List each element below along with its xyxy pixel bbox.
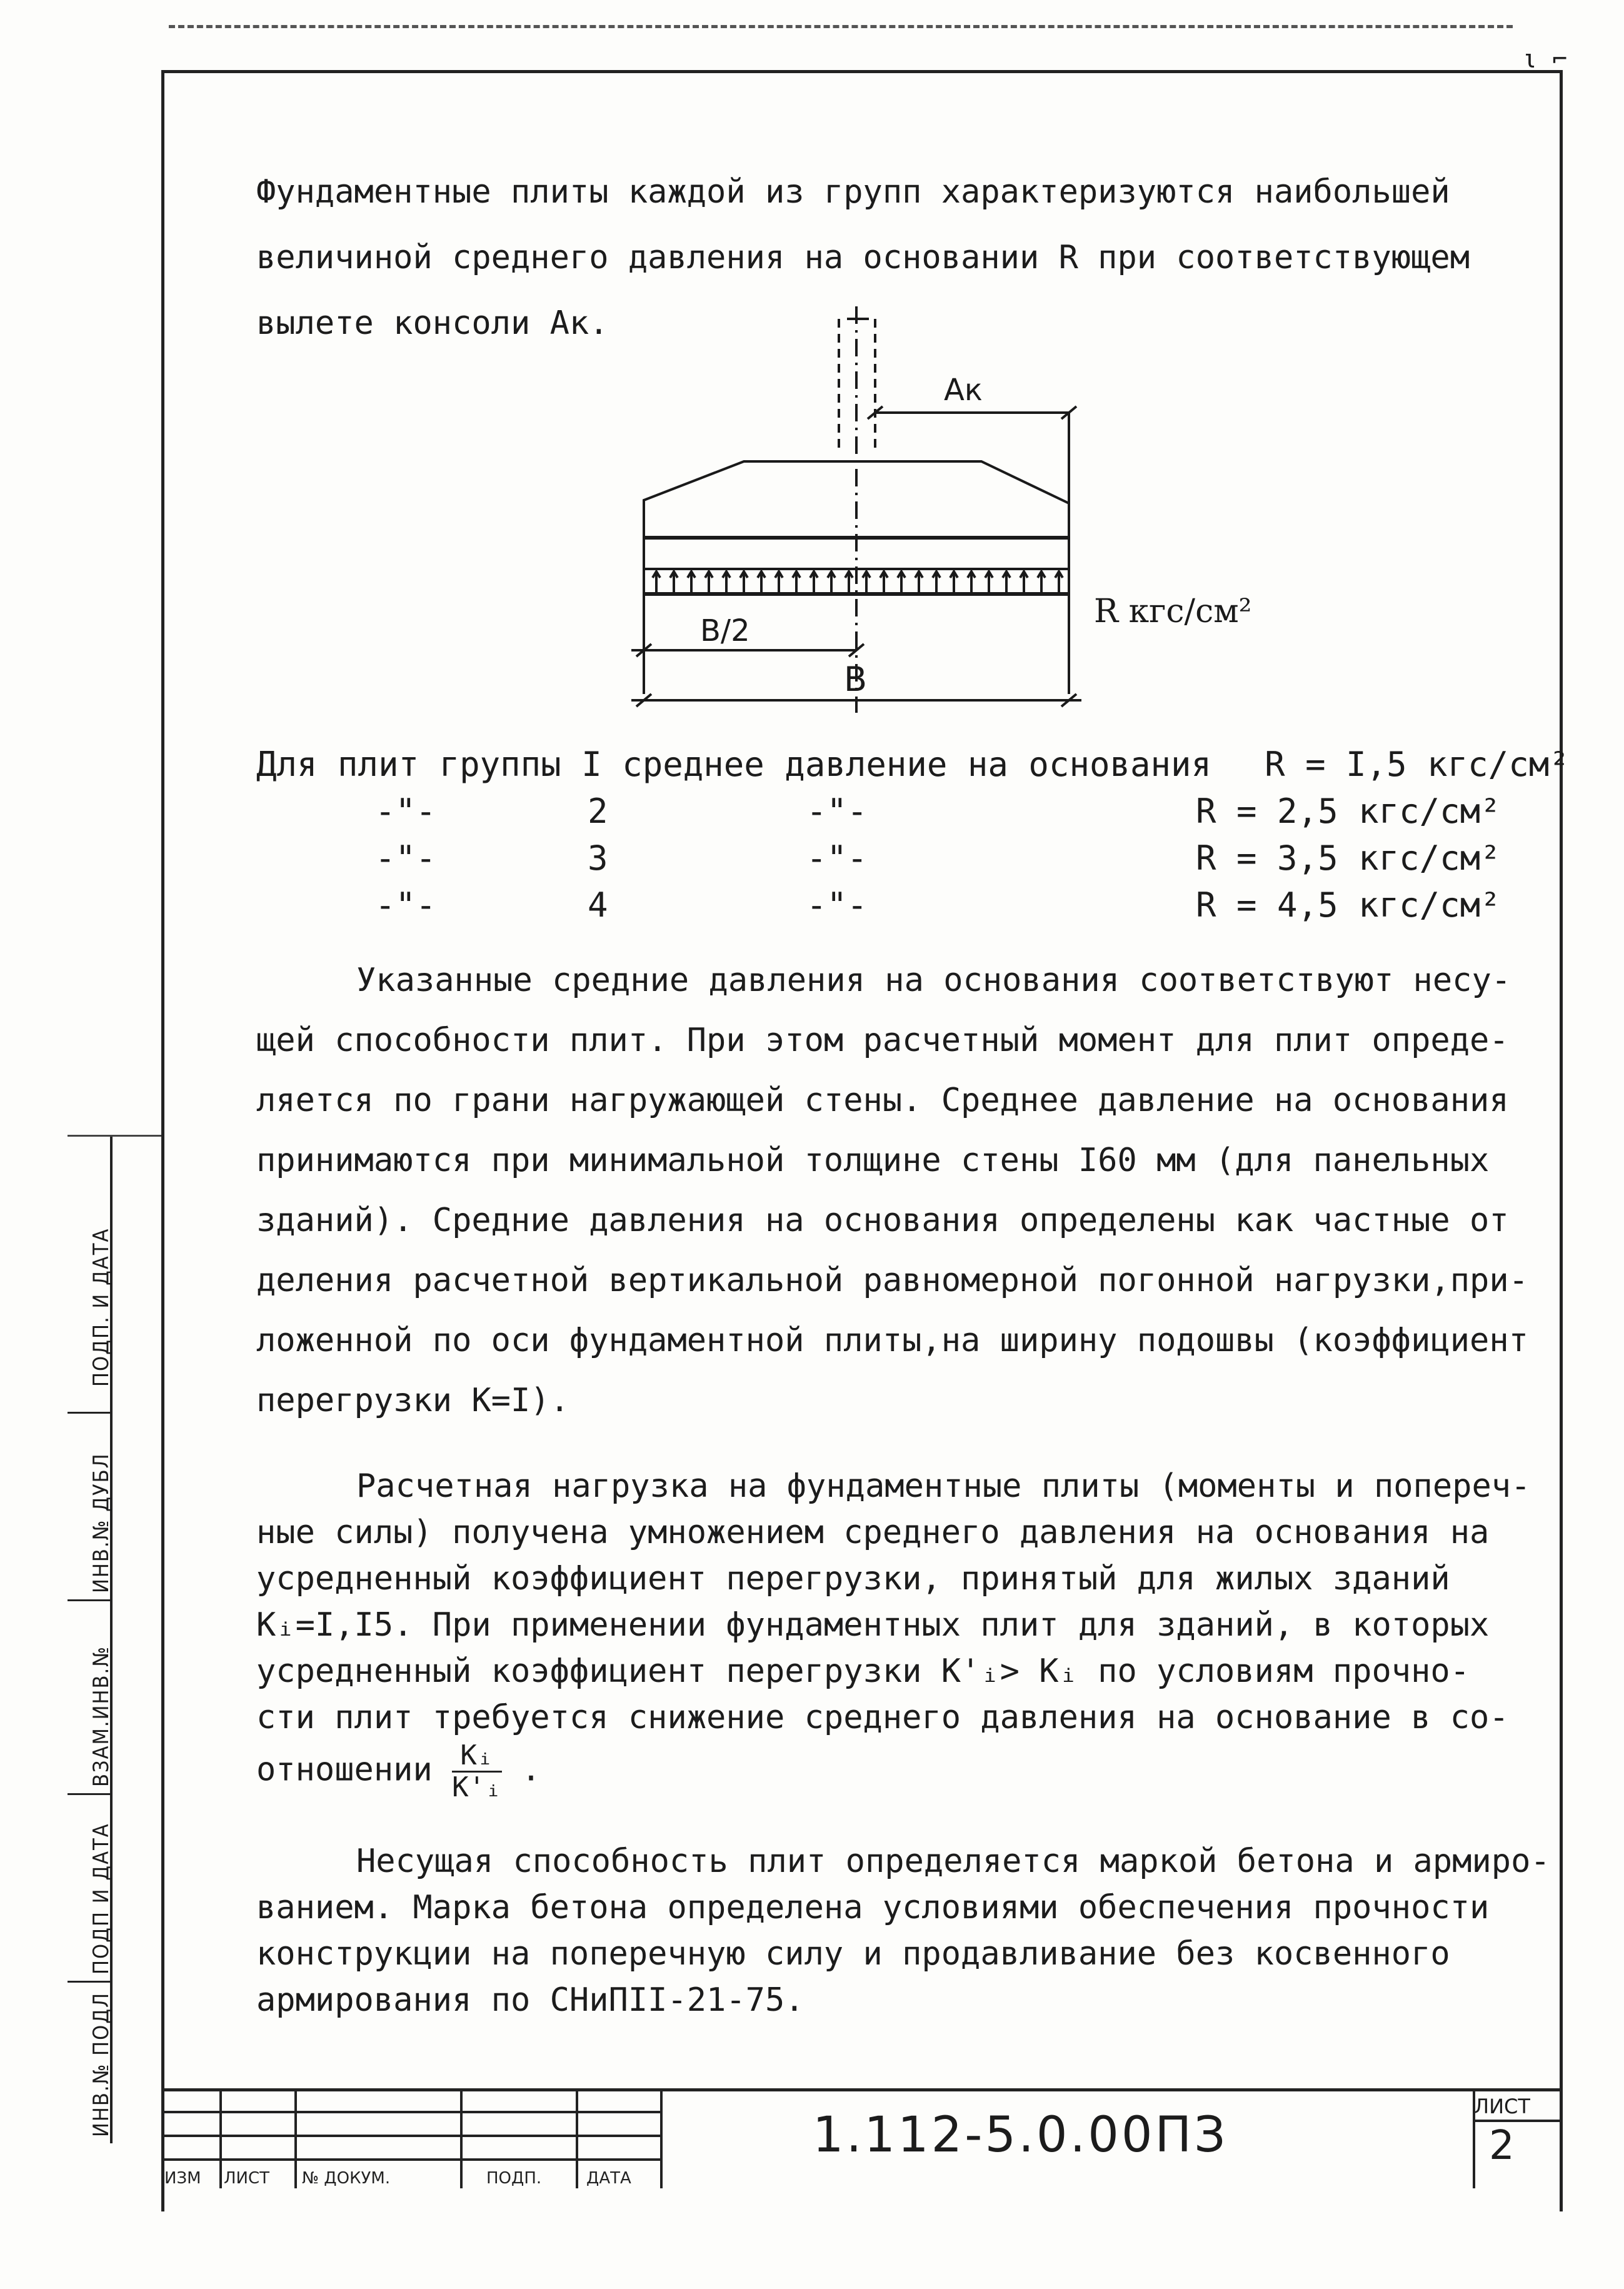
paragraph-line: Кᵢ=I,I5. При применении фундаментных плит для зданий, в которых <box>256 1606 1490 1644</box>
side-cell-label: ИНВ.№ ДУБЛ <box>89 1452 114 1593</box>
paragraph-line: ляется по грани нагружающей стены. Среднее давление на основания <box>256 1082 1509 1119</box>
paragraph-bearing-capacity <box>256 950 1528 1431</box>
paragraph-line: зданий). Средние давления на основания определены как частные от <box>256 1202 1509 1239</box>
paragraph-line: Указанные средние давления на основания соответствуют несу- <box>356 962 1511 999</box>
sheet-label: ЛИСТ <box>1474 2095 1530 2118</box>
ditto: -"- <box>375 792 436 831</box>
label-b: В <box>844 660 868 699</box>
intro-line: вылете консоли Ак. <box>256 304 609 342</box>
paragraph-line: усредненный коэффициент перегрузки, принятый для жилых зданий <box>256 1560 1450 1597</box>
paragraph-line <box>256 1741 1530 1803</box>
column-label: ПОДП. <box>486 2169 542 2188</box>
group-pressure-list <box>256 741 1570 928</box>
ditto: -"- <box>806 792 868 831</box>
group-mid: среднее давление на основания <box>622 745 1212 784</box>
side-stamp <box>68 1135 161 2143</box>
ditto: -"- <box>806 885 868 925</box>
ratio-fraction <box>452 1741 501 1803</box>
intro-line: Фундаментные плиты каждой из групп характеризуются наибольшей <box>256 173 1450 211</box>
side-stamp-column <box>68 1137 113 2143</box>
group-number: I <box>581 745 602 784</box>
sheet-number: 2 <box>1489 2123 1515 2169</box>
label-r: R кгс/см² <box>1094 593 1252 630</box>
foundation-diagram <box>594 294 1281 744</box>
column-label: № ДОКУМ. <box>302 2169 391 2188</box>
paragraph-line: ванием. Марка бетона определена условиями обеспечения прочности <box>256 1889 1490 1926</box>
column-label: ЛИСТ <box>224 2169 270 2188</box>
paragraph-concrete-grade <box>256 1838 1550 2023</box>
paragraph-design-load <box>256 1463 1530 1803</box>
ditto: -"- <box>806 838 868 878</box>
column-label: ДАТА <box>586 2169 631 2188</box>
ditto: -"- <box>375 885 436 925</box>
ratio-lead: отношении <box>256 1751 433 1789</box>
document-code: 1.112-5.0.00ПЗ <box>813 2107 1228 2163</box>
ditto: -"- <box>375 838 436 878</box>
corner-mark: ι ⌐ <box>1522 45 1568 74</box>
paragraph-line: конструкции на поперечную силу и продавливание без косвенного <box>256 1935 1450 1973</box>
group-row <box>256 741 1570 788</box>
side-cell-label: ИНВ.№ ПОДЛ <box>89 1991 114 2137</box>
paragraph-line: сти плит требуется снижение среднего давления на основание в со- <box>256 1699 1509 1736</box>
paragraph-line: Несущая способность плит определяется маркой бетона и армиро- <box>356 1843 1550 1880</box>
ratio-tail: . <box>521 1751 541 1789</box>
side-cell <box>68 1599 114 1795</box>
paragraph-line: щей способности плит. При этом расчетный момент для плит опреде- <box>256 1022 1509 1059</box>
label-ak: Ак <box>944 373 983 408</box>
paragraph-line: ные силы) получена умножением среднего давления на основания на <box>256 1514 1490 1551</box>
group-value: R = 4,5 кгс/см² <box>1196 885 1501 925</box>
side-cell <box>68 1412 114 1601</box>
top-dashed-line <box>169 25 1513 28</box>
group-value: R = 2,5 кгс/см² <box>1196 792 1501 831</box>
intro-line: величиной среднего давления на основании R при соответствующем <box>256 239 1470 276</box>
paragraph-line: деления расчетной вертикальной равномерной погонной нагрузки,при- <box>256 1262 1528 1299</box>
group-value: R = 3,5 кгс/см² <box>1196 838 1501 878</box>
group-number: 2 <box>588 792 608 831</box>
side-cell-label: ВЗАМ.ИНВ.№ <box>89 1645 114 1787</box>
side-cell-label: ПОДП И ДАТА <box>89 1823 114 1975</box>
paragraph-line: армирования по СНиПII-21-75. <box>256 1981 804 2019</box>
group-value: R = I,5 кгс/см² <box>1265 745 1570 784</box>
label-b-half: В/2 <box>700 613 750 648</box>
paragraph-line: принимаются при минимальной толщине стены I60 мм (для панельных <box>256 1142 1490 1179</box>
ratio-numerator: Кᵢ <box>452 1741 501 1773</box>
side-cell-label: ПОДП. И ДАТА <box>89 1227 114 1387</box>
group-number: 4 <box>588 885 608 925</box>
group-row <box>256 835 1570 882</box>
side-cell <box>68 1981 114 2142</box>
paragraph-line: перегрузки К=I). <box>256 1382 569 1419</box>
paragraph-line: Расчетная нагрузка на фундаментные плиты (моменты и попереч- <box>356 1467 1531 1505</box>
side-cell <box>68 1137 114 1414</box>
paragraph-line: ложенной по оси фундаментной плиты,на ширину подошвы (коэффициент <box>256 1322 1528 1359</box>
group-number: 3 <box>588 838 608 878</box>
paragraph-line: усредненный коэффициент перегрузки К'ᵢ> Кᵢ по условиям прочно- <box>256 1653 1470 1690</box>
group-intro: Для плит группы <box>256 745 561 784</box>
group-row <box>256 882 1570 928</box>
group-row <box>256 788 1570 835</box>
side-cell <box>68 1793 114 1983</box>
ratio-denominator: К'ᵢ <box>452 1771 502 1803</box>
column-label: ИЗМ <box>164 2169 201 2188</box>
